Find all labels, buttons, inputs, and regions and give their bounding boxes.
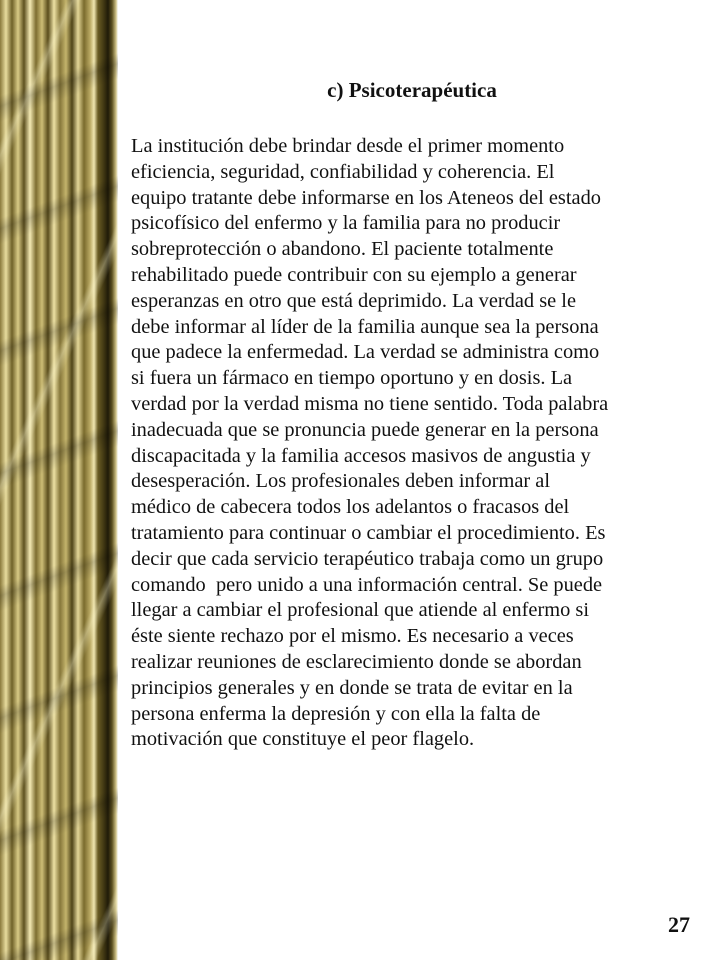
text-line: decir que cada servicio terapéutico trabaja como un grupo <box>131 547 604 570</box>
text-line: tratamiento para continuar o cambiar el procedimiento. Es <box>131 521 606 544</box>
text-line: La institución debe brindar desde el primer momento <box>131 135 565 157</box>
text-line: discapacitada y la familia accesos masivos de angustia y <box>131 444 591 467</box>
text-line: realizar reuniones de esclarecimiento donde se abordan <box>131 650 582 673</box>
text-line: desesperación. Los profesionales deben informar al <box>131 470 550 493</box>
text-line: persona enferma la depresión y con ella la falta de <box>131 702 541 725</box>
text-line: sobreprotección o abandono. El paciente totalmente <box>131 238 554 261</box>
text-line: rehabilitado puede contribuir con su ejemplo a generar <box>131 263 577 286</box>
text-line: equipo tratante debe informarse en los Ateneos del estado <box>131 186 601 209</box>
text-line: motivación que constituye el peor flagelo. <box>131 728 475 751</box>
text-line: que padece la enfermedad. La verdad se administra como <box>131 341 600 364</box>
text-line: llegar a cambiar el profesional que atiende al enfermo si <box>131 599 590 622</box>
text-line: inadecuada que se pronuncia puede generar en la persona <box>131 418 599 441</box>
text-line: eficiencia, seguridad, confiabilidad y coherencia. El <box>131 160 555 183</box>
text-line: comando pero unido a una información central. Se puede <box>131 573 603 596</box>
text-line: si fuera un fármaco en tiempo oportuno y en dosis. La <box>131 367 573 390</box>
text-line: psicofísico del enfermo y la familia para no producir <box>131 212 561 235</box>
body-paragraph <box>131 134 706 753</box>
text-line: médico de cabecera todos los adelantos o fracasos del <box>131 496 570 519</box>
text-line: esperanzas en otro que está deprimido. La verdad se le <box>131 289 577 312</box>
section-heading: c) Psicoterapéutica <box>327 78 497 102</box>
text-line: debe informar al líder de la familia aunque sea la persona <box>131 315 599 338</box>
decorative-border-shading <box>0 0 118 960</box>
text-line: principios generales y en donde se trata de evitar en la <box>131 676 573 699</box>
page-number: 27 <box>668 912 690 937</box>
text-line: verdad por la verdad misma no tiene sentido. Toda palabra <box>131 392 609 415</box>
text-line: éste siente rechazo por el mismo. Es necesario a veces <box>131 625 574 648</box>
